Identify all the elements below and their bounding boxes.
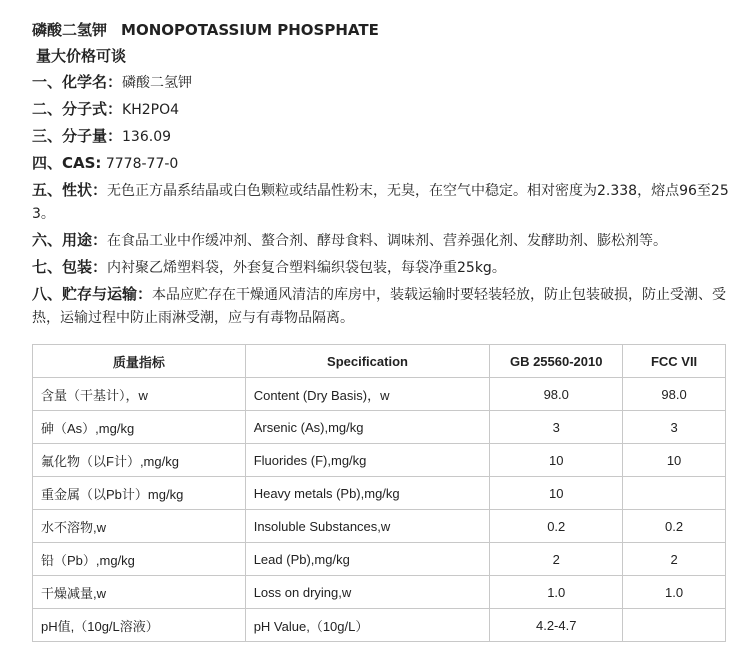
- table-row: [33, 543, 726, 576]
- info-label: 五、性状：: [32, 181, 108, 199]
- cell-spec-en: Heavy metals (Pb),mg/kg: [245, 477, 490, 510]
- info-label: 一、化学名：: [32, 73, 123, 91]
- cell-fcc-value: 10: [623, 444, 726, 477]
- product-name-en: MONOPOTASSIUM PHOSPHATE: [121, 21, 379, 39]
- info-cas: [32, 152, 732, 176]
- info-storage-transport: [32, 283, 732, 330]
- cell-gb-value: 0.2: [490, 510, 623, 543]
- info-value: KH2PO4: [122, 102, 179, 118]
- table-row: [33, 444, 726, 477]
- info-value: 本品应贮存在干燥通风清洁的库房中，装载运输时要轻装轻放，防止包装破损，防止受潮、受热，运输过程中防止雨淋受潮，应与有毒物品隔离。: [32, 287, 727, 326]
- cell-gb-value: 4.2-4.7: [490, 609, 623, 642]
- info-label: 七、包装：: [32, 258, 108, 276]
- info-value: 内衬聚乙烯塑料袋，外套复合塑料编织袋包装，每袋净重25kg。: [107, 260, 506, 276]
- info-usage: [32, 229, 732, 253]
- cell-index-cn: pH值,（10g/L溶液）: [33, 609, 246, 642]
- cell-fcc-value: [623, 477, 726, 510]
- cell-index-cn: 含量（干基计），w: [33, 378, 246, 411]
- cell-spec-en: Loss on drying,w: [245, 576, 490, 609]
- info-value: 7778-77-0: [101, 156, 179, 172]
- cell-spec-en: Content (Dry Basis)，w: [245, 378, 490, 411]
- info-packaging: [32, 256, 732, 280]
- cell-fcc-value: 0.2: [623, 510, 726, 543]
- table-row: [33, 411, 726, 444]
- cell-spec-en: Lead (Pb),mg/kg: [245, 543, 490, 576]
- column-header-specification: Specification: [245, 345, 490, 378]
- cell-fcc-value: 98.0: [623, 378, 726, 411]
- cell-spec-en: Insoluble Substances,w: [245, 510, 490, 543]
- cell-index-cn: 氟化物（以F计）,mg/kg: [33, 444, 246, 477]
- info-label: 六、用途：: [32, 231, 108, 249]
- cell-spec-en: Arsenic (As),mg/kg: [245, 411, 490, 444]
- cell-gb-value: 3: [490, 411, 623, 444]
- cell-index-cn: 干燥减量,w: [33, 576, 246, 609]
- product-document: [32, 18, 732, 330]
- column-header-gb-standard: GB 25560-2010: [490, 345, 623, 378]
- cell-fcc-value: 3: [623, 411, 726, 444]
- info-properties: [32, 179, 732, 226]
- info-molecular-weight: [32, 125, 732, 149]
- cell-index-cn: 水不溶物,w: [33, 510, 246, 543]
- table-row: [33, 609, 726, 642]
- specification-table: [32, 344, 726, 642]
- cell-gb-value: 2: [490, 543, 623, 576]
- cell-index-cn: 重金属（以Pb计）mg/kg: [33, 477, 246, 510]
- cell-gb-value: 10: [490, 477, 623, 510]
- product-title: [32, 18, 732, 42]
- column-header-quality-index: 质量指标: [33, 345, 246, 378]
- info-label: 三、分子量：: [32, 127, 123, 145]
- column-header-fcc: FCC VII: [623, 345, 726, 378]
- info-value: 磷酸二氢钾: [122, 75, 193, 91]
- info-value: 无色正方晶系结晶或白色颗粒或结晶性粉末，无臭，在空气中稳定。相对密度为2.338，熔点96至253。: [32, 183, 729, 222]
- table-row: [33, 576, 726, 609]
- cell-index-cn: 砷（As）,mg/kg: [33, 411, 246, 444]
- product-name-cn: 磷酸二氢钾: [32, 21, 108, 39]
- cell-gb-value: 98.0: [490, 378, 623, 411]
- table-row: [33, 378, 726, 411]
- cell-gb-value: 10: [490, 444, 623, 477]
- cell-spec-en: pH Value,（10g/L）: [245, 609, 490, 642]
- table-row: [33, 510, 726, 543]
- cell-fcc-value: [623, 609, 726, 642]
- info-value: 在食品工业中作缓冲剂、螯合剂、酵母食料、调味剂、营养强化剂、发酵助剂、膨松剂等。: [107, 233, 668, 249]
- cell-fcc-value: 1.0: [623, 576, 726, 609]
- product-info-list: [32, 71, 732, 330]
- cell-gb-value: 1.0: [490, 576, 623, 609]
- info-value: 136.09: [122, 129, 172, 145]
- cell-index-cn: 铅（Pb）,mg/kg: [33, 543, 246, 576]
- table-row: [33, 477, 726, 510]
- cell-spec-en: Fluorides (F),mg/kg: [245, 444, 490, 477]
- price-note: 量大价格可谈: [36, 47, 127, 65]
- info-formula: [32, 98, 732, 122]
- info-label: 二、分子式：: [32, 100, 123, 118]
- info-chemical-name: [32, 71, 732, 95]
- table-header-row: [33, 345, 726, 378]
- info-label: 八、贮存与运输：: [32, 285, 153, 303]
- info-label: 四、CAS:: [32, 154, 102, 172]
- cell-fcc-value: 2: [623, 543, 726, 576]
